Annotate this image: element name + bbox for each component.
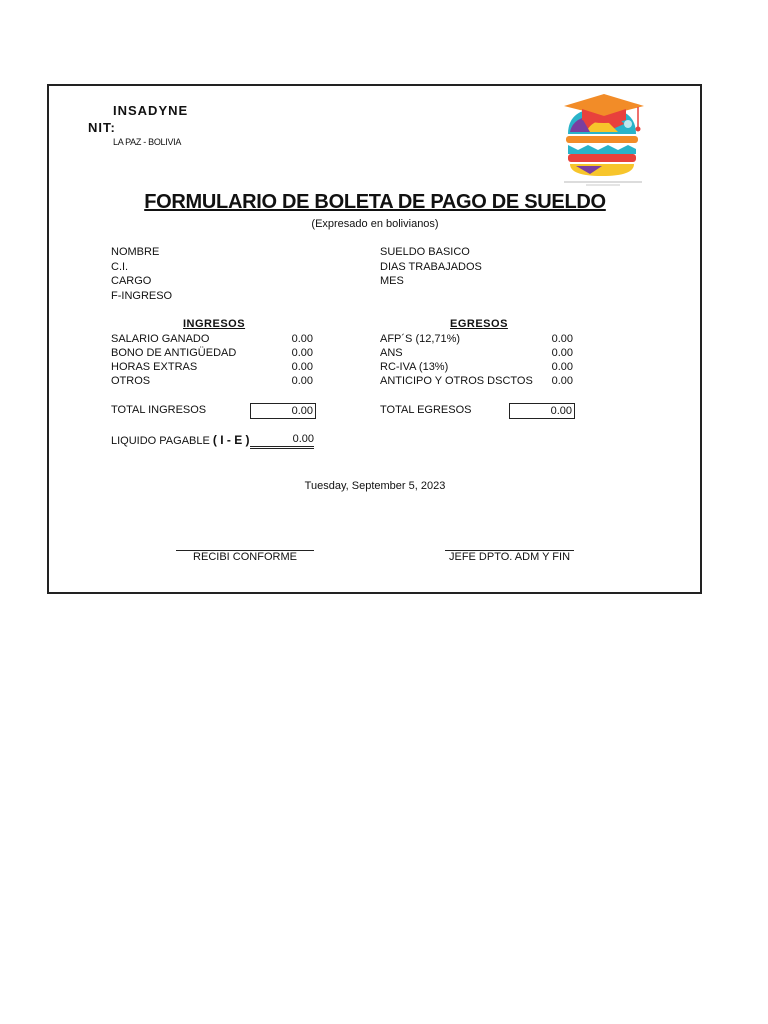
form-subtitle: (Expresado en bolivianos) <box>311 218 439 230</box>
field-ci-label: C.I. <box>111 261 129 273</box>
signature-jefe-dpto: JEFE DPTO. ADM Y FIN <box>448 551 571 563</box>
ingreso-value: 0.00 <box>291 333 313 345</box>
total-ingresos-value: 0.00 <box>250 403 316 419</box>
egreso-label: AFP´S (12,71%) <box>380 333 461 345</box>
total-egresos-value: 0.00 <box>509 403 575 419</box>
liquido-pagable-label: LIQUIDO PAGABLE <box>111 435 210 447</box>
total-ingresos-label: TOTAL INGRESOS <box>111 404 207 416</box>
field-nombre-label: NOMBRE <box>111 246 160 258</box>
ingreso-label: HORAS EXTRAS <box>111 361 198 373</box>
egresos-heading: EGRESOS <box>450 318 508 330</box>
ingreso-value: 0.00 <box>291 347 313 359</box>
company-name: INSADYNE <box>113 103 189 118</box>
egreso-value: 0.00 <box>551 361 573 373</box>
liquido-pagable-row <box>111 433 250 447</box>
field-sueldo-basico-label: SUELDO BASICO <box>380 246 470 258</box>
field-mes-label: MES <box>380 275 404 287</box>
ingreso-label: OTROS <box>111 375 151 387</box>
company-city: LA PAZ - BOLIVIA <box>113 137 182 147</box>
form-title: FORMULARIO DE BOLETA DE PAGO DE SUELDO <box>144 191 606 213</box>
total-egresos-label: TOTAL EGRESOS <box>380 404 472 416</box>
ingreso-label: SALARIO GANADO <box>111 333 210 345</box>
ingreso-value: 0.00 <box>291 361 313 373</box>
field-cargo-label: CARGO <box>111 275 152 287</box>
graduation-cap-burger-logo-icon <box>546 94 658 189</box>
nit-label: NIT: <box>88 120 116 135</box>
egreso-value: 0.00 <box>551 347 573 359</box>
liquido-pagable-value: 0.00 <box>250 432 314 449</box>
ingreso-value: 0.00 <box>291 375 313 387</box>
field-fingreso-label: F-INGRESO <box>111 290 173 302</box>
egreso-label: RC-IVA (13%) <box>380 361 449 373</box>
company-logo <box>546 94 658 189</box>
field-dias-trabajados-label: DIAS TRABAJADOS <box>380 261 482 273</box>
ingresos-heading: INGRESOS <box>183 318 246 330</box>
egreso-label: ANS <box>380 347 403 359</box>
signature-recibi-conforme: RECIBI CONFORME <box>193 551 297 563</box>
egreso-label: ANTICIPO Y OTROS DSCTOS <box>380 375 533 387</box>
document-date: Tuesday, September 5, 2023 <box>304 480 446 492</box>
liquido-formula: ( I - E ) <box>212 433 250 447</box>
egreso-value: 0.00 <box>551 333 573 345</box>
ingreso-label: BONO DE ANTIGÜEDAD <box>111 347 237 359</box>
egreso-value: 0.00 <box>551 375 573 387</box>
